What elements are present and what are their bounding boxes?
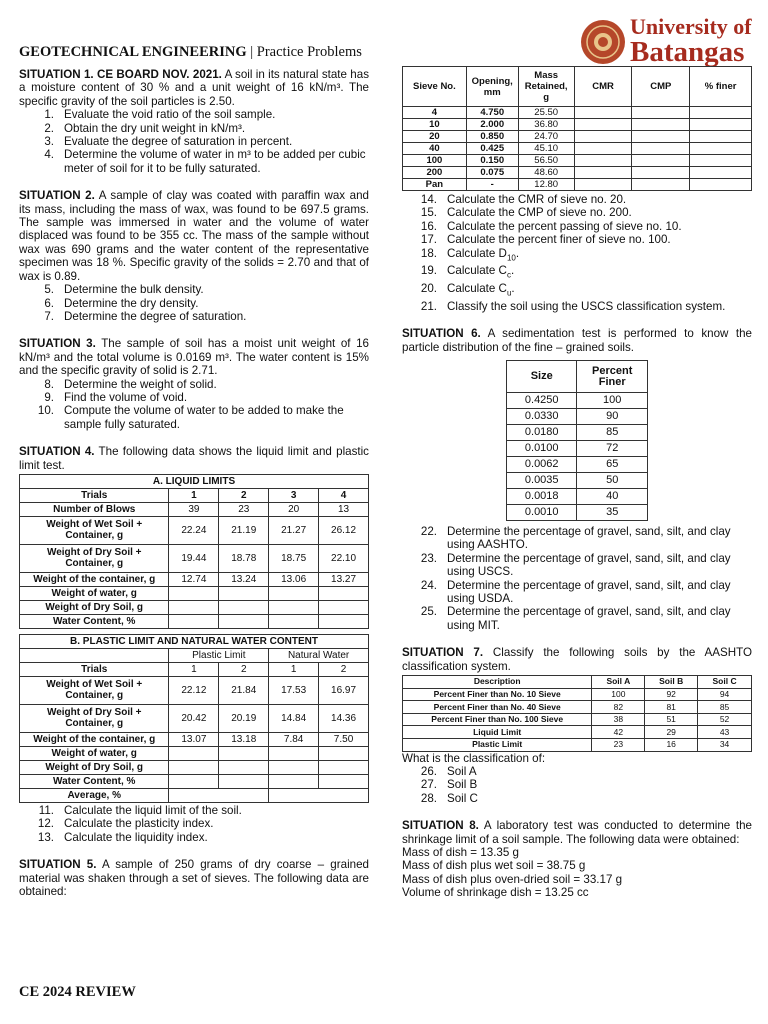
situation-1 bbox=[19, 68, 369, 175]
table-row: 0.0062 65 bbox=[507, 457, 648, 473]
table-row: Plastic Limit 23 16 34 bbox=[403, 739, 752, 752]
list-item: 1. Evaluate the void ratio of the soil sample. bbox=[44, 108, 276, 122]
list-item: 28. Soil C bbox=[420, 791, 478, 805]
list-item: 11. Calculate the liquid limit of the soil. bbox=[38, 803, 242, 817]
situation-3-items bbox=[19, 378, 369, 432]
situation-8-line: Mass of dish plus wet soil = 38.75 g bbox=[402, 859, 586, 873]
situation-4-heading: SITUATION 4. bbox=[19, 445, 95, 459]
situation-2-items bbox=[19, 283, 369, 323]
situation-8-line: Mass of dish = 13.35 g bbox=[402, 846, 519, 860]
sedimentation-table bbox=[506, 360, 648, 521]
table-row: 200 0.075 48.60 bbox=[403, 167, 752, 179]
list-item: 10. Compute the volume of water to be added to make the sample fully saturated. bbox=[37, 404, 344, 431]
table-header-row: Description Soil A Soil B Soil C bbox=[403, 676, 752, 689]
table-row: Weight of Dry Soil + Container, g 19.44 18.78 18.75 22.10 bbox=[20, 544, 369, 572]
plastic-limit-title: B. PLASTIC LIMIT AND NATURAL WATER CONTENT bbox=[20, 634, 369, 648]
header-title-rest: | Practice Problems bbox=[246, 44, 362, 60]
situation-5-heading: SITUATION 5. bbox=[19, 858, 97, 872]
situation-3-heading: SITUATION 3. bbox=[19, 337, 96, 351]
table-row: Water Content, % bbox=[20, 774, 369, 788]
situation-5-items bbox=[402, 193, 752, 313]
situation-1-text: A soil in its natural state has a moisture content of 30 % and a unit weight of 16 kN/m³. The specific gravity of the soil particles is 2.50. bbox=[19, 68, 370, 108]
situation-4-items bbox=[19, 804, 369, 844]
table-row: 100 0.150 56.50 bbox=[403, 155, 752, 167]
situation-2-heading: SITUATION 2. bbox=[19, 189, 95, 203]
situation-3 bbox=[19, 337, 369, 431]
header-title-bold: GEOTECHNICAL ENGINEERING bbox=[19, 44, 247, 60]
situation-6-heading: SITUATION 6. bbox=[402, 327, 481, 341]
situation-2 bbox=[19, 189, 369, 323]
liquid-limit-title: A. LIQUID LIMITS bbox=[20, 474, 369, 488]
situation-7-question: What is the classification of: bbox=[402, 751, 546, 765]
table-row: Percent Finer than No. 10 Sieve 100 92 94 bbox=[403, 688, 752, 701]
sieve-analysis-table bbox=[402, 66, 752, 191]
table-row: Weight of Wet Soil + Container, g 22.24 21.19 21.27 26.12 bbox=[20, 516, 369, 544]
list-item: 20. Calculate $C_u$. bbox=[420, 282, 515, 298]
situation-7 bbox=[402, 646, 752, 805]
table-row: Percent Finer than No. 40 Sieve 82 81 85 bbox=[403, 701, 752, 714]
situation-8-heading: SITUATION 8. bbox=[402, 819, 479, 833]
situation-2-text: A sample of clay was coated with paraffin wax and its mass, including the mass of wax, was found to be 697.5 grams. The sample was immersed in water and the volume of water displaced was found to be 355 cc. The mass of the sample without wax was 690 grams and the water content of the representative specimen was 18 %. Specific gravity of the solids = 2.70 and that of wax is 0.89. bbox=[19, 189, 369, 283]
table-row: 10 2.000 36.80 bbox=[403, 119, 752, 131]
list-item: 7. Determine the degree of saturation. bbox=[44, 309, 247, 323]
situation-4 bbox=[19, 445, 369, 844]
situation-1-heading: SITUATION 1. CE BOARD NOV. 2021. bbox=[19, 68, 222, 81]
table-row: Liquid Limit 42 29 43 bbox=[403, 726, 752, 739]
table-row: Trials 1 2 3 4 bbox=[20, 488, 369, 502]
list-item: 3. Evaluate the degree of saturation in percent. bbox=[44, 135, 293, 149]
table-row: Percent Finer than No. 100 Sieve 38 51 52 bbox=[403, 713, 752, 726]
table-row: Weight of water, g bbox=[20, 586, 369, 600]
table-row: 0.0035 50 bbox=[507, 473, 648, 489]
situation-6 bbox=[402, 327, 752, 632]
table-row: Weight of water, g bbox=[20, 746, 369, 760]
list-item: 15. Calculate the CMP of sieve no. 200. bbox=[420, 206, 632, 220]
document-footer: CE 2024 REVIEW bbox=[19, 984, 136, 1000]
table-row: 0.0100 72 bbox=[507, 441, 648, 457]
table-header-row: Sieve No. Opening, mm Mass Retained, g CMR CMP % finer bbox=[403, 67, 752, 107]
table-row: 40 0.425 45.10 bbox=[403, 143, 752, 155]
table-row: 20 0.850 24.70 bbox=[403, 131, 752, 143]
table-row: Weight of Dry Soil, g bbox=[20, 600, 369, 614]
situation-7-heading: SITUATION 7. bbox=[402, 646, 484, 660]
right-column bbox=[402, 66, 752, 900]
table-row: 0.4250 100 bbox=[507, 393, 648, 409]
situation-7-items bbox=[402, 765, 752, 805]
situation-5 bbox=[19, 858, 369, 898]
situation-8-line: Volume of shrinkage dish = 13.25 cc bbox=[402, 886, 589, 900]
situation-6-text: A sedimentation test is performed to know the particle distribution of the fine – grained soils. bbox=[402, 327, 752, 354]
list-item: 5. Determine the bulk density. bbox=[44, 283, 204, 297]
list-item: 18. Calculate $D_{10}$. bbox=[420, 246, 520, 262]
situation-8-text: A laboratory test was conducted to determine the shrinkage limit of a soil sample. The following data were obtained: bbox=[402, 819, 752, 846]
table-row: Pan - 12.80 bbox=[403, 179, 752, 191]
logo-line1: University of bbox=[630, 14, 752, 39]
table-row: Weight of the container, g 12.74 13.24 13.06 13.27 bbox=[20, 572, 369, 586]
university-seal-icon bbox=[580, 19, 626, 65]
table-row: 0.0010 35 bbox=[507, 505, 648, 521]
situation-8-line: Mass of dish plus oven-dried soil = 33.17 g bbox=[402, 872, 623, 886]
list-item: 9. Find the volume of void. bbox=[44, 390, 188, 404]
table-row: Average, % bbox=[20, 788, 369, 802]
situation-8 bbox=[402, 819, 752, 899]
list-item: 22. Determine the percentage of gravel, sand, silt, and clay using AASHTO. bbox=[420, 525, 731, 552]
situation-6-items bbox=[402, 525, 752, 632]
list-item: 13. Calculate the liquidity index. bbox=[37, 830, 208, 844]
list-item: 12. Calculate the plasticity index. bbox=[37, 817, 214, 831]
liquid-limit-table bbox=[19, 474, 369, 629]
list-item: 14. Calculate the CMR of sieve no. 20. bbox=[420, 193, 627, 206]
list-item: 16. Calculate the percent passing of sieve no. 10. bbox=[420, 219, 682, 233]
table-row: 0.0018 40 bbox=[507, 489, 648, 505]
logo-line2: Batangas bbox=[630, 36, 745, 68]
list-item: 25. Determine the percentage of gravel, sand, silt, and clay using MIT. bbox=[420, 605, 731, 632]
university-logo bbox=[580, 14, 760, 70]
list-item: 26. Soil A bbox=[420, 765, 477, 779]
situation-1-items bbox=[19, 108, 369, 175]
list-item: 23. Determine the percentage of gravel, sand, silt, and clay using USCS. bbox=[420, 551, 731, 579]
situation-3-text: The sample of soil has a moist unit weight of 16 kN/m³ and the total volume is 0.0169 m³. The water content is 15% and the specific gravity of solid is 2.71. bbox=[19, 337, 369, 378]
table-row: Weight of Dry Soil, g bbox=[20, 760, 369, 774]
situation-7-text: Classify the following soils by the AASHTO classification system. bbox=[402, 646, 752, 673]
table-row: Weight of Dry Soil + Container, g 20.42 20.19 14.84 14.36 bbox=[20, 704, 369, 732]
list-item: 21. Classify the soil using the USCS classification system. bbox=[420, 299, 726, 313]
table-row: 0.0180 85 bbox=[507, 425, 648, 441]
table-row: Number of Blows 39 23 20 13 bbox=[20, 502, 369, 516]
situation-5-text: A sample of 250 grams of dry coarse – grained material was shaken through a set of sieves. The following data are obtained: bbox=[19, 858, 369, 898]
table-row: Plastic Limit Natural Water bbox=[20, 648, 369, 662]
situation-4-text: The following data shows the liquid limit and plastic limit test. bbox=[19, 445, 369, 472]
list-item: 6. Determine the dry density. bbox=[44, 296, 199, 310]
table-row: Water Content, % bbox=[20, 614, 369, 628]
table-row: Trials 1 2 1 2 bbox=[20, 662, 369, 676]
left-column bbox=[19, 68, 369, 898]
list-item: 27. Soil B bbox=[420, 778, 478, 792]
table-row: Weight of the container, g 13.07 13.18 7.84 7.50 bbox=[20, 732, 369, 746]
plastic-limit-table bbox=[19, 634, 369, 803]
list-item: 2. Obtain the dry unit weight in kN/m³. bbox=[44, 121, 246, 135]
list-item: 4. Determine the volume of water in m³ to be added per cubic meter of soil for it to be fully saturated. bbox=[44, 148, 366, 175]
document-header bbox=[19, 46, 362, 59]
table-row: 4 4.750 25.50 bbox=[403, 107, 752, 119]
table-row: Weight of Wet Soil + Container, g 22.12 21.84 17.53 16.97 bbox=[20, 676, 369, 704]
list-item: 8. Determine the weight of solid. bbox=[44, 377, 217, 391]
table-row: 0.0330 90 bbox=[507, 409, 648, 425]
list-item: 17. Calculate the percent finer of sieve no. 100. bbox=[420, 233, 671, 247]
table-header-row: Size Percent Finer bbox=[507, 361, 648, 393]
aashto-table bbox=[402, 675, 752, 752]
list-item: 19. Calculate $C_c$. bbox=[420, 264, 515, 280]
list-item: 24. Determine the percentage of gravel, sand, silt, and clay using USDA. bbox=[420, 578, 731, 606]
